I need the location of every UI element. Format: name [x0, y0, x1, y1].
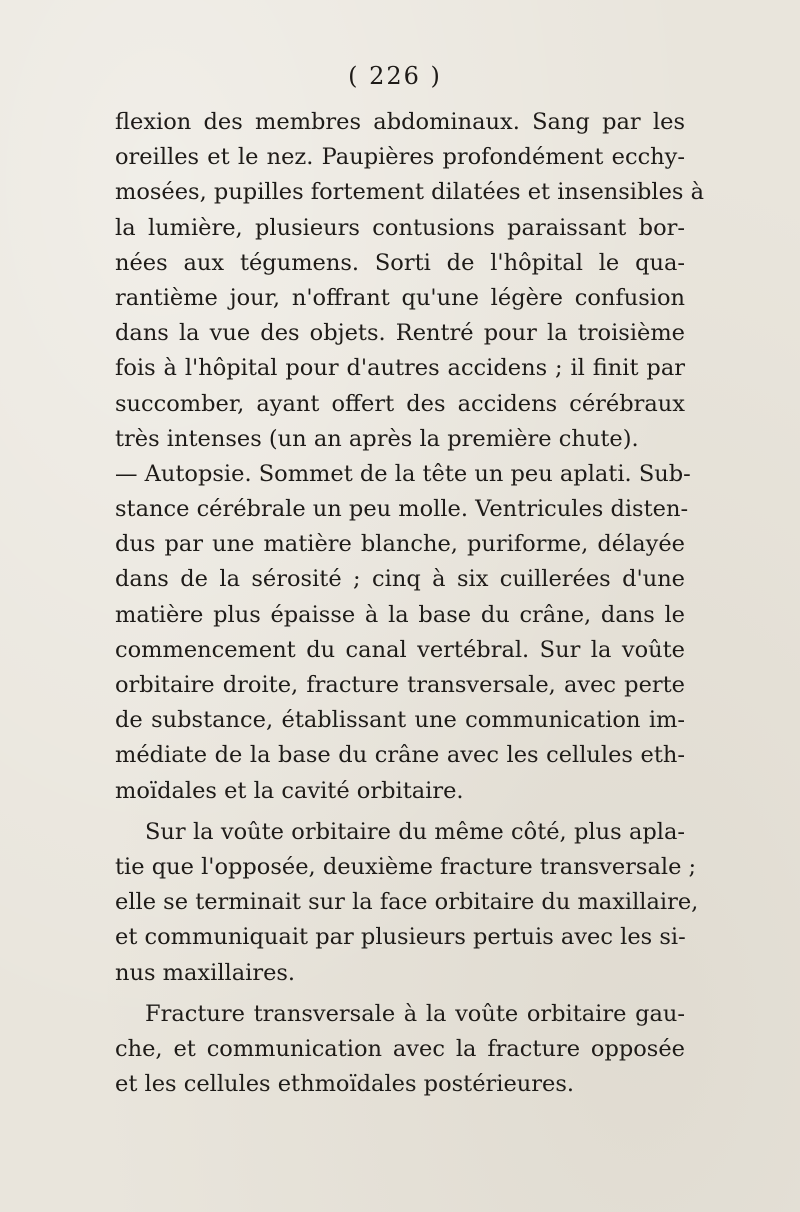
text-line: dans la vue des objets. Rentré pour la troisième — [115, 320, 685, 347]
text-line: rantième jour, n'offrant qu'une légère confusion — [115, 284, 685, 311]
text-line: moïdales et la cavité orbitaire. — [115, 777, 464, 804]
text-line: mosées, pupilles fortement dilatées et insensibles à — [115, 179, 705, 206]
text-line: et les cellules ethmoïdales postérieures. — [115, 1071, 575, 1098]
text-line: dus par une matière blanche, puriforme, délayée — [115, 531, 685, 558]
text-line: tie que l'opposée, deuxième fracture transversale ; — [115, 853, 697, 880]
text-line: commencement du canal vertébral. Sur la voûte — [115, 636, 685, 663]
page-number: ( 226 ) — [348, 62, 442, 90]
text-line: nus maxillaires. — [115, 959, 296, 986]
text-line: elle se terminait sur la face orbitaire du maxillaire, — [115, 889, 699, 916]
text-line: flexion des membres abdominaux. Sang par les — [115, 109, 685, 135]
text-line: dans de la sérosité ; cinq à six cuillerées d'une — [115, 566, 685, 593]
text-line: de substance, établissant une communication im- — [115, 707, 685, 734]
text-line: che, et communication avec la fracture opposée — [115, 1035, 685, 1062]
text-line: — Autopsie. Sommet de la tête un peu aplati. Sub- — [115, 460, 691, 487]
text-line: orbitaire droite, fracture transversale, avec perte — [115, 672, 685, 698]
text-line: fois à l'hôpital pour d'autres accidens ; il finit par — [115, 355, 685, 382]
text-line: matière plus épaisse à la base du crâne, dans le — [115, 601, 685, 628]
text-line: stance cérébrale un peu molle. Ventricules disten- — [115, 496, 689, 523]
text-line: nées aux tégumens. Sorti de l'hôpital le qua- — [115, 249, 685, 276]
body-text — [115, 105, 705, 1102]
text-line: Fracture transversale à la voûte orbitaire gau- — [145, 1000, 685, 1027]
text-line: succomber, ayant offert des accidens cérébraux — [115, 390, 685, 417]
text-line: la lumière, plusieurs contusions paraissant bor- — [115, 214, 685, 241]
text-line: très intenses (un an après la première chute). — [115, 425, 639, 452]
text-line: médiate de la base du crâne avec les cellules eth- — [115, 742, 685, 769]
text-line: Sur la voûte orbitaire du même côté, plus apla- — [145, 818, 685, 845]
text-line: oreilles et le nez. Paupières profondément ecchy- — [115, 144, 685, 171]
text-line: et communiquait par plusieurs pertuis avec les si- — [115, 924, 686, 951]
